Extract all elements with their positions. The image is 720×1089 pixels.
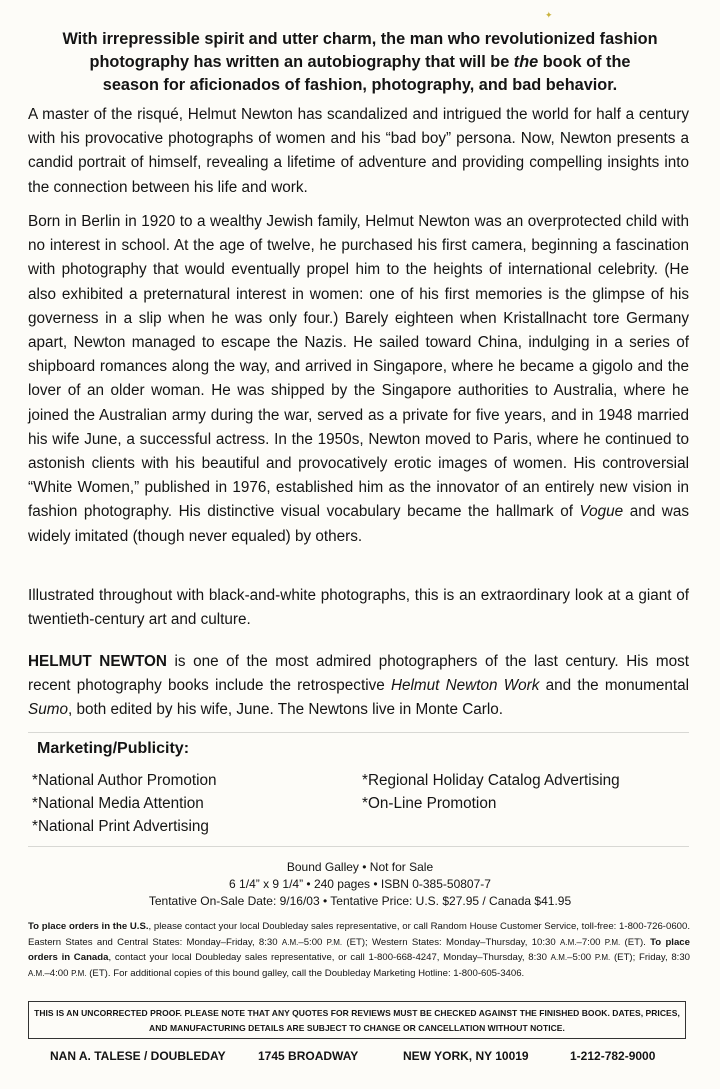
order-information: To place orders in the U.S., please contact your local Doubleday sales representative, or call Random House Customer Service, toll-free: 1-800-726-0600. Eastern States and Central States: Monday–Friday, 8:30 A.M.–5:00 P.M. (ET); Western States: Monday–Thursday, 10:30 A.M.–7:00 P.M. (ET). To place orders in Canada, contact your local Doubleday sales representative, or call 1-800-668-4247, Monday–Thursday, 8:30 A.M.–5:00 P.M. (ET); Friday, 8:30 A.M.–4:00 P.M. (ET). For additional copies of this bound galley, call the Doubleday Marketing Hotline: 1-800-605-3406. (28, 921, 690, 979)
headline-emphasis: the (513, 53, 539, 71)
time-pm: P.M. (71, 968, 87, 978)
hotline-text: For additional copies of this bound galley, call the Doubleday Marketing Hotline: 1-800-605-3406. (113, 967, 525, 979)
us-orders-label: To place orders in the U.S. (28, 921, 149, 932)
footer-phone: 1-212-782-9000 (570, 1049, 656, 1063)
time-pm: P.M. (326, 937, 343, 947)
marketing-title: Marketing/Publicity: (37, 740, 190, 757)
galley-status: Bound Galley • Not for Sale (286, 860, 434, 874)
marketing-item: *National Author Promotion (32, 772, 217, 789)
book-title-sumo: Sumo (28, 701, 68, 719)
footer-city: NEW YORK, NY 10019 (403, 1049, 529, 1063)
divider-top (28, 732, 689, 733)
author-bio-text-2: and the monumental (539, 677, 690, 695)
time-pm: P.M. (594, 953, 611, 962)
footer-address: 1745 BROADWAY (258, 1049, 359, 1063)
author-bio-text-3: , both edited by his wife, June. The Newtons live in Monte Carlo. (67, 701, 504, 719)
biography-text-2: and was widely imitated (though never equaled) by others. (28, 503, 689, 545)
marketing-item: *Regional Holiday Catalog Advertising (362, 772, 620, 789)
canada-orders-label: To place orders in Canada (28, 936, 690, 963)
marketing-item: *National Media Attention (32, 795, 204, 812)
paragraph-intro: A master of the risqué, Helmut Newton has scandalized and intrigued the world for half a century with his provocative photographs of women and his “bad boy” persona. Now, Newton presents a candid portrait of himself, revealing a lifetime of adventure and providing compelling insights into the connection between his life and work. (28, 106, 689, 196)
marketing-item: *On-Line Promotion (362, 795, 497, 812)
headline-text-2: book of the season for aficionados of fashion, photography, and bad behavior. (102, 53, 631, 94)
time-pm: P.M. (604, 937, 621, 947)
author-name: HELMUT NEWTON (28, 653, 167, 670)
divider-middle (28, 846, 689, 847)
headline-text-1: With irrepressible spirit and utter charm, the man who revolutionized fashion photography has written an autobiography that will be (62, 30, 658, 71)
biography-emphasis: Vogue (579, 503, 624, 521)
paragraph-biography (28, 210, 689, 549)
galley-date-price: Tentative On-Sale Date: 9/16/03 • Tentative Price: U.S. $27.95 / Canada $41.95 (148, 894, 572, 908)
biography-text-1: Born in Berlin in 1920 to a wealthy Jewish family, Helmut Newton was an overprotected child with no interest in school. At the age of twelve, he purchased his first camera, beginning a fascination with photography that would eventually propel him to the heights of international celebrity. (He also exhibited a preternatural interest in women: one of his first memories is the glimpse of his governess in a slip when he was only four.) Barely eighteen when Kristallnacht tore Germany apart, Newton managed to escape the Nazis. He sailed toward China, indulging in a series of shipboard romances along the way, and arrived in Singapore, where he became a gigolo and the lover of an older woman. He was shipped by the Singapore authorities to Australia, where he joined the Australian army during the war, served as a private for five years, and in 1948 married his wife June, a successful actress. In the 1950s, Newton moved to Paris, where he continued to astonish clients with his beautiful and provocatively erotic images of women. His controversial “White Women,” published in 1976, established him as the innovator of an entirely new vision in fashion photography. His distinctive visual vocabulary became the hallmark of (28, 213, 689, 521)
canada-orders-text: , contact your local Doubleday sales representative, or call 1-800-668-4247, Monday–Thursday, 8:30 (108, 952, 551, 963)
paragraph-illustrated: Illustrated throughout with black-and-white photographs, this is an extraordinary look at a giant of twentieth-century art and culture. (28, 587, 689, 629)
paragraph-author-bio (28, 650, 689, 723)
galley-specs: 6 1/4” x 9 1/4” • 240 pages • ISBN 0-385-50807-7 (229, 877, 491, 891)
headline (60, 28, 660, 97)
time-am: A.M. (550, 953, 568, 962)
book-title-work: Helmut Newton Work (390, 677, 540, 695)
time-am: A.M. (560, 937, 577, 947)
time-am: A.M. (28, 968, 45, 978)
us-orders-text: , please contact your local Doubleday sales representative, or call Random House Customer Service, toll-free: 1-800-726-0600. Eastern States and Central States: Monday–Friday, 8:30 (28, 921, 690, 948)
uncorrected-proof-notice: THIS IS AN UNCORRECTED PROOF. PLEASE NOTE THAT ANY QUOTES FOR REVIEWS MUST BE CHECKED AGAINST THE FINISHED BOOK. DATES, PRICES, AND MANUFACTURING DETAILS ARE SUBJECT TO CHANGE OR CANCELLATION WITHOUT NOTICE. (28, 1001, 686, 1039)
time-am: A.M. (281, 937, 299, 947)
footer-publisher: NAN A. TALESE / DOUBLEDAY (50, 1049, 226, 1063)
marketing-item: *National Print Advertising (32, 818, 209, 835)
sparkle-mark: ✦ (545, 10, 553, 20)
author-bio-text-1: is one of the most admired photographers of the last century. His most recent photography books include the retrospective (28, 653, 689, 695)
